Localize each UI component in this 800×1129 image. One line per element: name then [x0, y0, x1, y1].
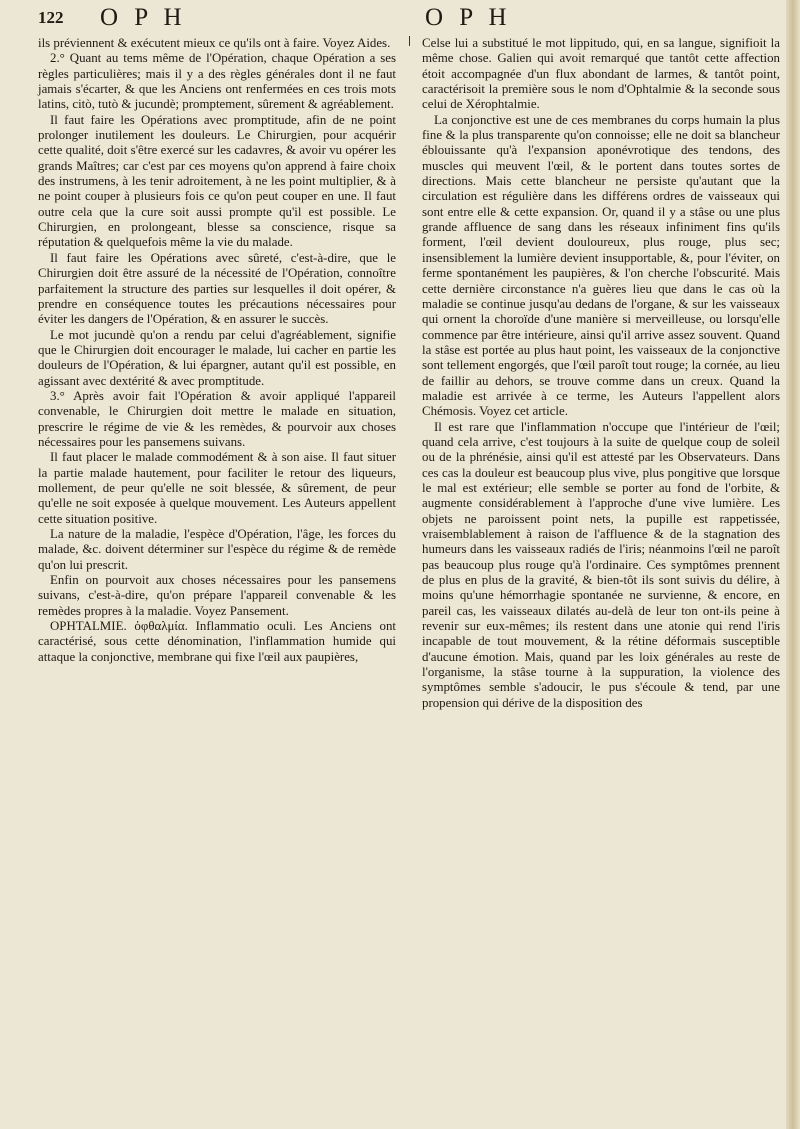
paragraph: Il faut faire les Opérations avec promptitude, afin de ne point prolonger inutilement les douleurs. Le Chirurgien, pour acquérir cette qualité, doit s'être exercé sur les cadavres, & avoir vu opérer les grands Maîtres; car c'est par ces moyens qu'on apprend à faire choix des instrumens, à les tenir adroitement, à ne les point multiplier, & à ne point couper à plusieurs fois ce qu'on peut couper en une. Il faut outre cela que la cure soit aussi prompte qu'il est possible. Le Chirurgien, en prolongeant, blesse sa conscience, risque sa réputation & quelquefois même la vie du malade.: [38, 112, 396, 250]
page-number: 122: [38, 8, 64, 27]
paragraph: 2.° Quant au tems même de l'Opération, chaque Opération a ses règles particulières; mais il y a des règles générales dont il ne faut jamais s'écarter, & que les Anciens ont renfermées en ces trois mots latins, citò, tutò & jucundè; promptement, sûrement & agréablement.: [38, 51, 396, 112]
column-divider: [409, 36, 410, 46]
header-left-title: O P H: [100, 4, 187, 31]
paragraph: Enfin on pourvoit aux choses nécessaires pour les pansemens suivans, c'est-à-dire, qu'on prépare l'appareil convenable & les remèdes propres à la maladie. Voyez Pansement.: [38, 573, 396, 618]
running-header: [0, 4, 786, 34]
paragraph: Il faut faire les Opérations avec sûreté, c'est-à-dire, que le Chirurgien doit être assuré de la nécessité de l'Opération, connoître parfaitement la structure des parties sur lesquelles il doit opérer, & prendre en conséquence toutes les précautions nécessaires pour éviter les dangers de l'Opération, & en assurer le succès.: [38, 250, 396, 327]
paragraph: La conjonctive est une de ces membranes du corps humain la plus fine & la plus transparente qu'on connoisse; elle ne doit sa blancheur éblouissante qu'à l'expansion aponévrotique des tendons, des muscles qui meuvent l'œil, & le portent dans toutes sortes de directions. Mais cette blancheur ne persiste qu'autant que la circulation est régulière dans les différens ordres de vaisseaux qui sont entre elle & cette expansion. Or, quand il y a stâse ou une plus grande affluence de sang dans les réseaux infiniment fins qu'ils forment, l'œil devient douloureux, plus rouge, plus sec; insensiblement la lumière devient insupportable, &, pour l'éviter, on ferme spontanément les paupières, & l'on cherche l'obscurité. Mais cette dernière circonstance n'a guères lieu que dans le cas où la maladie se continue jusqu'au dedans de l'organe, & sur les vaisseaux qui ornent la choroïde d'une manière si merveilleuse, ou lorsqu'elle commence par être intérieure, ainsi qu'il arrive assez souvent. Quand la stâse est portée au plus haut point, les vaisseaux de la conjonctive sont tellement engorgés, que l'œil paroît tout rouge; la cornée, au lieu de faillir au dehors, se trouve comme dans un creux. Quand la maladie est arrivée à ce terme, les Auteurs l'appellent alors Chémosis. Voyez cet article.: [422, 112, 780, 419]
paragraph: La nature de la maladie, l'espèce d'Opération, l'âge, les forces du malade, &c. doivent déterminer sur l'espèce du régime & de remède qu'on lui prescrit.: [38, 527, 396, 572]
paragraph: 3.° Après avoir fait l'Opération & avoir appliqué l'appareil convenable, le Chirurgien doit mettre le malade en situation, prescrire le régime de vie & les remèdes, & pourvoir aux choses nécessaires pour les pansemens suivans.: [38, 388, 396, 449]
paragraph: Celse lui a substitué le mot lippitudo, qui, en sa langue, signifioit la même chose. Galien qui avoit remarqué que tantôt cette affection étoit accompagnée d'un flux abondant de larmes, & tantôt point, caractérisoit la première sous le nom d'Ophtalmie & la seconde sous celui de Xérophtalmie.: [422, 36, 780, 112]
right-column: [422, 36, 780, 711]
entry-ophtalmie: OPHTALMIE. ὀφθαλμία. Inflammatio oculi. Les Anciens ont caractérisé, sous cette dénomination, l'inflammation humide qui attaque la conjonctive, membrane qui fixe l'œil aux paupières,: [38, 619, 396, 664]
paragraph: ils préviennent & exécutent mieux ce qu'ils ont à faire. Voyez Aides.: [38, 36, 391, 50]
page-edge: [786, 0, 800, 1129]
paragraph: Il faut placer le malade commodément & à son aise. Il faut situer la partie malade hautement, pour faciliter le retour des liqueurs, mollement, de peur qu'elle ne soit blessée, & sûrement, de peur qu'elle ne soit exposée à quelque mouvement. Les Auteurs appellent cette situation positive.: [38, 450, 396, 526]
header-right-title: O P H: [425, 4, 512, 31]
left-column: [38, 36, 396, 665]
paragraph: Le mot jucundè qu'on a rendu par celui d'agréablement, signifie que le Chirurgien doit encourager le malade, lui cacher en partie les douleurs de l'Opération, & lui épargner, autant qu'il est possible, en agissant avec dextérité & avec promptitude.: [38, 327, 396, 388]
paragraph: Il est rare que l'inflammation n'occupe que l'intérieur de l'œil; quand cela arrive, c'est toujours à la suite de quelque coup de soleil ou de la phrénésie, ainsi qu'il est attesté par les Observateurs. Dans ces cas la douleur est beaucoup plus vive, plus pongitive que lorsque le mal est extérieur; elle semble se porter au fond de l'orbite, & augmente considérablement à l'approche d'une vive lumière. Les objets ne paroissent point nets, la pupille est rappetissée, vraisemblablement à raison de l'affluence & de la stagnation des humeurs dans les vaisseaux radiés de l'iris; néanmoins l'œil ne paroît pas beaucoup plus rouge qu'à l'ordinaire. Ces symptômes prennent de plus en plus de la gravité, & bien-tôt ils sont suivis du délire, à moins qu'une hémorrhagie spontanée ne survienne, & encore, en pareil cas, les vaisseaux dilatés au-delà de leur ton ont-ils peine à revenir sur eux-mêmes; ils restent dans une atonie qui rend l'iris incapable de tout mouvement, & la rétine déformais susceptible d'aucune émotion. Mais, quand par les loix générales au reste de l'organisme, la stâse tourne à la suppuration, la violence des symptômes semble s'adoucir, le pus s'écoule & tend, par une propension qui dérive de la disposition des: [422, 419, 780, 710]
